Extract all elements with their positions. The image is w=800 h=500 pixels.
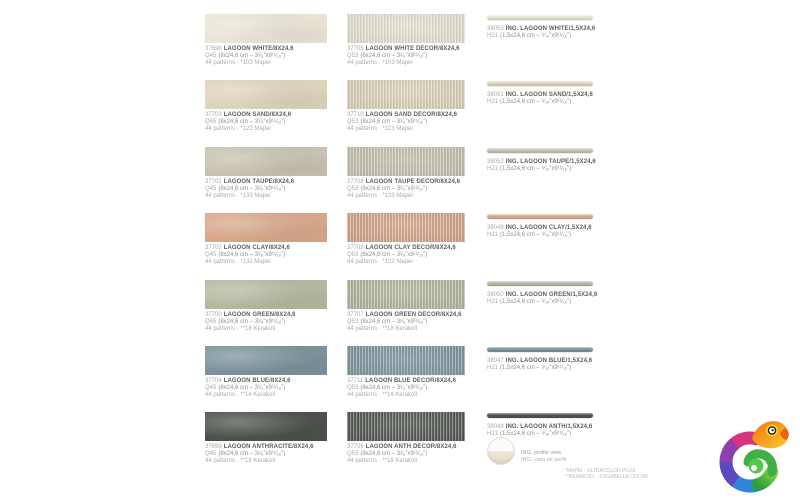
product-name: LAGOON GREEN DECOR/8X24,6 [365, 311, 462, 318]
tile-swatch [205, 346, 327, 375]
product-size [347, 451, 465, 458]
product-title [347, 179, 465, 186]
product-row [0, 412, 800, 478]
decor-tile-swatch [347, 14, 465, 43]
dimensions: (8x24,6 cm – 3¹⁄₈”x9¹¹⁄₁₆”) [360, 252, 428, 259]
product-code: 37711 [347, 377, 364, 384]
price-grade: Q53 [347, 185, 359, 192]
footnote-mapei: *MAPEI · ULTRACOLOR PLUS [565, 468, 636, 474]
product-title [347, 444, 465, 451]
dimensions: (8x24,6 cm – 3¹⁄₈”x9¹¹⁄₁₆”) [218, 252, 286, 259]
dimensions: (1,5x24,6 cm – ⁹⁄₁₆”x9¹¹⁄₁₆”) [500, 364, 572, 371]
price-grade: Q53 [347, 119, 359, 126]
product-size [487, 99, 617, 106]
product-size [205, 319, 327, 326]
patterns-note: 44 patterns · **18 Kerakoll [205, 458, 276, 465]
product-name: LAGOON ANTHRACITE/8X24,6 [223, 444, 314, 451]
decor-tile-cell [347, 412, 465, 465]
product-title [487, 26, 617, 33]
product-name: LAGOON CLAY/8X24,6 [223, 245, 290, 252]
product-title [205, 46, 327, 53]
plain-tile-cell [205, 147, 327, 200]
trim-cell [487, 412, 617, 438]
product-title [205, 378, 327, 385]
tile-swatch [205, 147, 327, 176]
product-code: 37704 [205, 377, 222, 384]
plain-tile-cell [205, 280, 327, 333]
product-code: 37703 [205, 112, 222, 119]
product-code: 38049 [487, 225, 504, 232]
product-name: ING. LAGOON BLUE/1,5X24,6 [505, 357, 593, 364]
trim-cell [487, 280, 617, 306]
patterns-note: 44 patterns · *132 Mapei [347, 259, 413, 266]
price-grade: Q45 [205, 384, 217, 391]
product-name: LAGOON BLUE DECOR/8X24,6 [365, 377, 457, 384]
product-size [487, 299, 617, 306]
product-code: 37710 [347, 112, 364, 119]
dimensions: (1,5x24,6 cm – ⁹⁄₁₆”x9¹¹⁄₁₆”) [500, 33, 572, 39]
product-size [205, 252, 327, 259]
dimensions: (8x24,6 cm – 3¹⁄₈”x9¹¹⁄₁₆”) [360, 53, 428, 59]
product-name: LAGOON SAND DECOR/8X24,6 [365, 112, 458, 119]
dimensions: (8x24,6 cm – 3¹⁄₈”x9¹¹⁄₁₆”) [218, 53, 286, 59]
product-size [347, 385, 465, 392]
product-code: 38047 [487, 357, 504, 364]
patterns-note: 44 patterns · *132 Mapei [205, 259, 271, 266]
price-grade: Q53 [347, 451, 359, 458]
product-title [205, 444, 327, 451]
product-code: 37700 [205, 311, 222, 318]
product-code: 38053 [487, 26, 504, 32]
patterns-note: 44 patterns · **14 Kerakoll [205, 391, 276, 398]
tile-swatch [205, 14, 327, 43]
trim-cell [487, 147, 617, 173]
product-code: 37702 [205, 245, 222, 252]
product-row [0, 14, 800, 80]
product-title [347, 245, 465, 252]
price-grade: Q53 [347, 384, 359, 391]
profile-caption-en: ING. profile view [521, 450, 562, 456]
product-name: ING. LAGOON WHITE/1,5X24,6 [505, 26, 596, 32]
price-grade: H21 [487, 33, 499, 39]
price-grade: Q45 [205, 318, 217, 325]
price-grade: H21 [487, 232, 499, 239]
product-row [0, 147, 800, 213]
patterns-note: 44 patterns · **18 Kerakoll [205, 325, 276, 332]
product-code: 37698 [205, 46, 222, 52]
trim-strip-swatch [487, 81, 593, 86]
product-code: 38048 [487, 424, 504, 431]
patterns-note: 44 patterns · *123 Mapei [205, 126, 271, 133]
product-size [487, 166, 617, 173]
product-size [205, 119, 327, 126]
product-title [205, 245, 327, 252]
product-row [0, 346, 800, 412]
plain-tile-cell [205, 213, 327, 266]
dimensions: (8x24,6 cm – 3¹⁄₈”x9¹¹⁄₁₆”) [218, 451, 286, 458]
patterns-note: 44 patterns · **14 Kerakoll [347, 391, 418, 398]
price-grade: Q53 [347, 252, 359, 259]
decor-tile-cell [347, 213, 465, 266]
product-name: LAGOON WHITE DECOR/8X24,6 [365, 46, 460, 52]
chameleon-logo [708, 414, 792, 494]
product-name: ING. LAGOON TAUPE/1,5X24,6 [505, 158, 596, 165]
patterns-note: 44 patterns · *133 Mapei [205, 192, 271, 199]
product-size [205, 385, 327, 392]
grout-footnotes [565, 468, 648, 480]
dimensions: (8x24,6 cm – 3¹⁄₈”x9¹¹⁄₁₆”) [218, 384, 286, 391]
dimensions: (8x24,6 cm – 3¹⁄₈”x9¹¹⁄₁₆”) [360, 318, 428, 325]
patterns-note: 44 patterns · *123 Mapei [347, 126, 413, 133]
plain-tile-cell [205, 412, 327, 465]
product-row [0, 280, 800, 346]
footnote-kerakoll: **KERAKOLL · FUGABELLA COLOR [565, 474, 648, 480]
product-title [487, 358, 617, 365]
tile-swatch [205, 213, 327, 242]
trim-profile-swatch [487, 437, 515, 465]
price-grade: Q45 [205, 119, 217, 126]
plain-tile-cell [205, 14, 327, 67]
product-name: LAGOON ANTH DECOR/8X24,6 [365, 444, 457, 451]
product-name: LAGOON CLAY DECOR/8X24,6 [365, 245, 456, 252]
price-grade: Q53 [347, 53, 359, 59]
product-size [487, 33, 617, 40]
trim-strip-swatch [487, 15, 593, 20]
tile-swatch [205, 280, 327, 309]
product-title [347, 46, 465, 53]
dimensions: (1,5x24,6 cm – ⁹⁄₁₆”x9¹¹⁄₁₆”) [500, 99, 572, 106]
decor-tile-cell [347, 147, 465, 200]
product-code: 37707 [347, 311, 364, 318]
product-code: 37699 [205, 444, 222, 451]
product-size [487, 365, 617, 372]
product-code: 37701 [205, 178, 222, 185]
price-grade: H21 [487, 165, 499, 172]
product-row [0, 213, 800, 279]
plain-tile-cell [205, 80, 327, 133]
catalog-rows [0, 14, 800, 479]
dimensions: (8x24,6 cm – 3¹⁄₈”x9¹¹⁄₁₆”) [360, 451, 428, 458]
product-size [487, 232, 617, 239]
profile-caption-es: ING. vista de perfil [521, 456, 567, 463]
plain-tile-cell [205, 346, 327, 399]
product-code: 37706 [347, 444, 364, 451]
tile-swatch [205, 80, 327, 109]
patterns-note: 44 patterns · *103 Mapei [347, 60, 413, 66]
decor-tile-swatch [347, 280, 465, 309]
decor-tile-cell [347, 80, 465, 133]
product-name: ING. LAGOON GREEN/1,5X24,6 [505, 291, 598, 298]
product-name: LAGOON SAND/8X24,6 [223, 112, 292, 119]
price-grade: H21 [487, 99, 499, 106]
decor-tile-cell [347, 346, 465, 399]
decor-tile-swatch [347, 412, 465, 441]
product-code: 37705 [347, 46, 364, 52]
product-size [205, 186, 327, 193]
dimensions: (8x24,6 cm – 3¹⁄₈”x9¹¹⁄₁₆”) [218, 119, 286, 126]
dimensions: (1,5x24,6 cm – ⁹⁄₁₆”x9¹¹⁄₁₆”) [500, 298, 572, 305]
product-name: LAGOON TAUPE/8X24,6 [223, 178, 295, 185]
price-grade: Q45 [205, 53, 217, 59]
product-code: 38050 [487, 291, 504, 298]
product-name: ING. LAGOON SAND/1,5X24,6 [505, 92, 593, 99]
price-grade: Q45 [205, 252, 217, 259]
product-name: LAGOON WHITE/8X24,6 [223, 46, 294, 52]
product-size [205, 451, 327, 458]
decor-tile-cell [347, 280, 465, 333]
product-name: LAGOON BLUE/8X24,6 [223, 377, 291, 384]
trim-cell [487, 14, 617, 40]
logo-tail-eye [751, 465, 757, 471]
price-grade: Q45 [205, 451, 217, 458]
trim-cell [487, 346, 617, 372]
product-name: ING. LAGOON CLAY/1,5X24,6 [505, 225, 592, 232]
logo-arc-violet [726, 462, 736, 482]
patterns-note: 44 patterns · **18 Kerakoll [347, 458, 418, 465]
product-title [487, 292, 617, 299]
logo-pupil [772, 429, 774, 431]
dimensions: (8x24,6 cm – 3¹⁄₈”x9¹¹⁄₁₆”) [218, 318, 286, 325]
price-grade: Q45 [205, 185, 217, 192]
product-code: 38051 [487, 92, 504, 99]
decor-tile-swatch [347, 213, 465, 242]
trim-strip-swatch [487, 347, 593, 352]
trim-profile-block [487, 437, 566, 465]
trim-cell [487, 80, 617, 106]
dimensions: (1,5x24,6 cm – ⁹⁄₁₆”x9¹¹⁄₁₆”) [500, 431, 572, 438]
price-grade: H21 [487, 431, 499, 438]
dimensions: (8x24,6 cm – 3¹⁄₈”x9¹¹⁄₁₆”) [360, 384, 428, 391]
trim-strip-swatch [487, 413, 593, 418]
price-grade: H21 [487, 298, 499, 305]
dimensions: (1,5x24,6 cm – ⁹⁄₁₆”x9¹¹⁄₁₆”) [500, 165, 572, 172]
trim-profile-caption [521, 450, 566, 463]
patterns-note: 44 patterns · *133 Mapei [347, 192, 413, 199]
decor-tile-swatch [347, 147, 465, 176]
decor-tile-swatch [347, 80, 465, 109]
trim-strip-swatch [487, 148, 593, 153]
product-size [347, 186, 465, 193]
dimensions: (8x24,6 cm – 3¹⁄₈”x9¹¹⁄₁₆”) [360, 119, 428, 126]
product-size [205, 53, 327, 60]
product-title [205, 112, 327, 119]
product-title [347, 112, 465, 119]
product-code: 38052 [487, 158, 504, 165]
trim-strip-swatch [487, 214, 593, 219]
logo-arc-purple [726, 444, 735, 462]
product-title [347, 312, 465, 319]
decor-tile-swatch [347, 346, 465, 375]
dimensions: (8x24,6 cm – 3¹⁄₈”x9¹¹⁄₁₆”) [218, 185, 286, 192]
patterns-note: 44 patterns · *103 Mapei [205, 60, 271, 66]
tile-swatch [205, 412, 327, 441]
product-title [347, 378, 465, 385]
patterns-note: 44 patterns · **18 Kerakoll [347, 325, 418, 332]
product-code: 37709 [347, 245, 364, 252]
dimensions: (8x24,6 cm – 3¹⁄₈”x9¹¹⁄₁₆”) [360, 185, 428, 192]
product-name: LAGOON TAUPE DECOR/8X24,6 [365, 178, 461, 185]
trim-strip-swatch [487, 281, 593, 286]
dimensions: (1,5x24,6 cm – ⁹⁄₁₆”x9¹¹⁄₁₆”) [500, 232, 572, 239]
product-name: LAGOON GREEN/8X24,6 [223, 311, 296, 318]
price-grade: Q53 [347, 318, 359, 325]
product-size [347, 119, 465, 126]
product-row [0, 80, 800, 146]
decor-tile-cell [347, 14, 465, 67]
product-size [347, 53, 465, 60]
product-size [347, 252, 465, 259]
product-title [205, 179, 327, 186]
product-size [347, 319, 465, 326]
product-title [205, 312, 327, 319]
product-title [487, 159, 617, 166]
product-name: ING. LAGOON ANTH/1,5X24,6 [505, 424, 593, 431]
trim-cell [487, 213, 617, 239]
product-code: 37708 [347, 178, 364, 185]
price-grade: H21 [487, 364, 499, 371]
